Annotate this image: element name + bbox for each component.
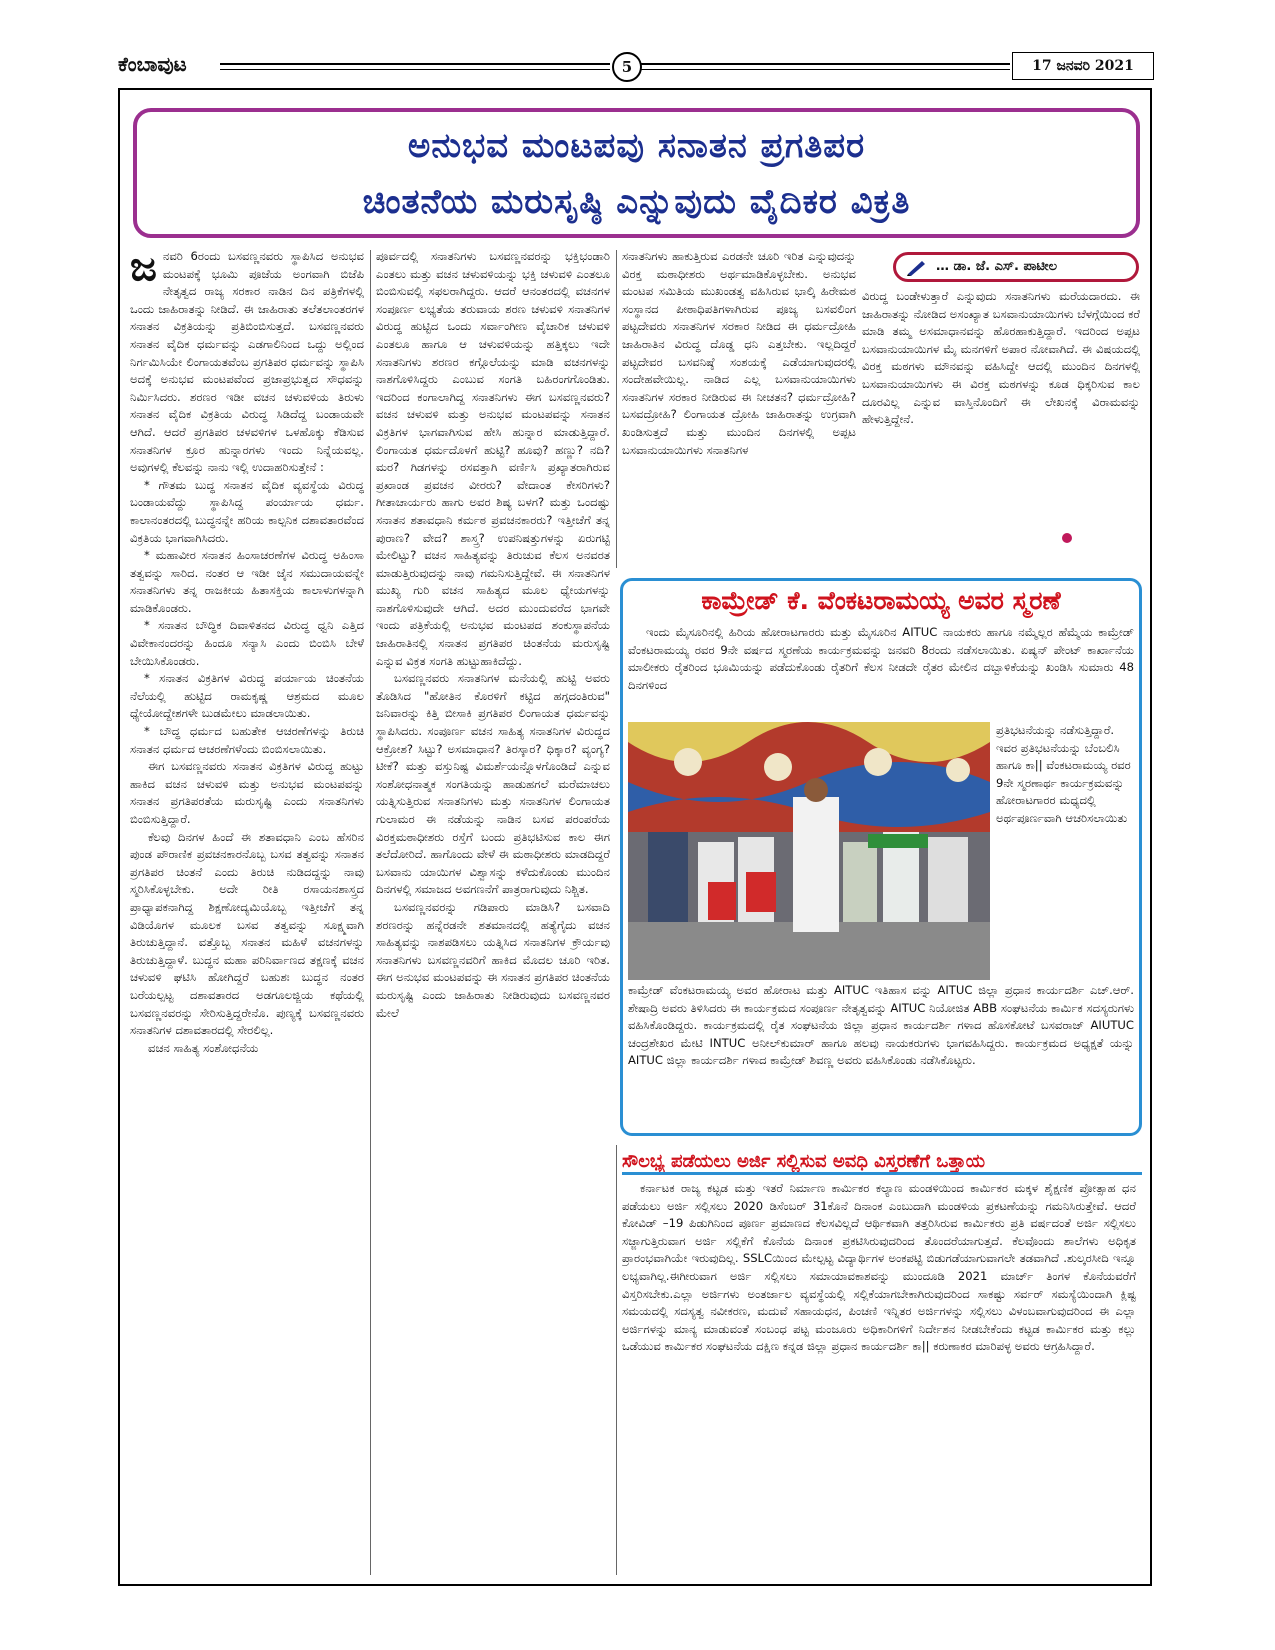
page-number: 5 (612, 52, 642, 82)
deadline-text (622, 1180, 1136, 1578)
remembrance-paragraph: ಕಾಮ್ರೇಡ್ ವೆಂಕಟರಾಮಯ್ಯ ಅವರ ಹೋರಾಟ ಮತ್ತು AITUC ಇತಿಹಾಸ ವನ್ನು AITUC ಜಿಲ್ಲಾ ಪ್ರಧಾನ ಕಾರ್ಯದರ್ಶಿ ಎಚ್.ಆರ್. ಶೇಷಾದ್ರಿ ಅವರು ತಿಳಿಸಿದರು ಈ ಕಾರ್ಯಕ್ರಮದ ಸಂಪೂರ್ಣ ನೇತೃತ್ವವನ್ನು AITUC ನಿಯೋಜಿತ ABB ಸಂಘಟನೆಯ ಕಾರ್ಮಿಕ ಸದಸ್ಯರುಗಳು ವಹಿಸಿಕೊಂಡಿದ್ದರು. ಕಾರ್ಯಕ್ರಮದಲ್ಲಿ ರೈತ ಸಂಘಟನೆಯ ಜಿಲ್ಲಾ ಪ್ರಧಾನ ಕಾರ್ಯದರ್ಶಿ ಗಳಾದ ಹೊಸಕೋಟೆ ಬಸವರಾಜ್ AIUTUC ಚಂದ್ರಶೇಖರ ಮೇಟಿ INTUC ಅನೀಲ್‌ಕುಮಾರ್ ಹಾಗೂ ಹಲವು ನಾಯಕರುಗಳು ಭಾಗವಹಿಸಿದ್ದರು. ಕಾರ್ಯಕ್ರಮದ ಅಧ್ಯಕ್ಷತೆ ಯನ್ನು AITUC ಜಿಲ್ಲಾ ಕಾರ್ಯದರ್ಶಿ ಗಳಾದ ಕಾಮ್ರೇಡ್ ಶಿವಣ್ಣ ಅವರು ವಹಿಸಿಕೊಂಡು ನಡೆಸಿಕೊಟ್ಟರು. (628, 983, 1134, 1068)
byline-author: … ಡಾ. ಜೆ. ಎಸ್. ಪಾಟೀಲ (936, 259, 1058, 274)
remembrance-text-bottom (628, 982, 1134, 1130)
headline-line-2: ಚಿಂತನೆಯ ಮರುಸೃಷ್ಠಿ ಎನ್ನುವುದು ವೈದಿಕರ ವಿಕ್ರತಿ (362, 182, 911, 222)
article1-paragraph: ಬಸವಣ್ಣನವರನ್ನು ಗಡಿಪಾರು ಮಾಡಿಸಿ? ಬಸವಾದಿ ಶರಣರನ್ನು ಹನ್ನೆರಡನೇ ಶತಮಾನದಲ್ಲಿ ಹತ್ಯೆಗೈದು ವಚನ ಸಾಹಿತ್ಯವನ್ನು ನಾಶಪಡಿಸಲು ಯತ್ನಿಸಿದ ಸನಾತನಿಗಳ ಕ್ರೌರ್ಯವು ಸನಾತನಿಗಳು ಬಸವಣ್ಣನವರಿಗೆ ಹಾಕಿದ ಮೊದಲ ಚೂರಿ ಇರಿತ. ಈಗ ಅನುಭವ ಮಂಟಪವನ್ನು ಈ ಸನಾತನ ಪ್ರಗತಿಪರ ಚಿಂತನೆಯ ಮರುಸೃಷ್ಟಿ ಎಂದು ಜಾಹಿರಾತು ನೀಡಿರುವುದು ಬಸವಣ್ಣನವರ ಮೇಲೆ (376, 899, 610, 1020)
article1-bullet: * ಸನಾತನ ಬೌದ್ಧಿಕ ದಿವಾಳಿತನದ ವಿರುದ್ಧ ಧ್ವನಿ ಎತ್ತಿದ ವಿವೇಕಾನಂದರನ್ನು ಹಿಂದೂ ಸನ್ಯಾಸಿ ಎಂದು ಬಿಂಬಿಸಿ ಬೇಳೆ ಬೇಯಿಸಿಕೊಂಡರು. (130, 618, 364, 668)
article1-paragraph: ವಿರುದ್ಧ ಬಂಡೇಳುತ್ತಾರೆ ಎನ್ನುವುದು ಸನಾತನಿಗಳು ಮರೆಯದಾರದು. ಈ ಜಾಹಿರಾತನ್ನು ನೋಡಿದ ಅಸಂಖ್ಯಾತ ಬಸವಾನುಯಾಯಿಗಳು ಬೆಳಗ್ಗೆಯಿಂದ ಕರೆ ಮಾಡಿ ತಮ್ಮ ಅಸಮಾಧಾನವನ್ನು ಹೊರಹಾಕುತ್ತಿದ್ದಾರೆ. ಇದರಿಂದ ಅಪ್ಪಟ ಬಸವಾನುಯಾಯಿಗಳ ಮೈ ಮನಗಳಿಗೆ ಅಪಾರ ನೋವಾಗಿದೆ. ಈ ವಿಷಯದಲ್ಲಿ ವಿರಕ್ತ ಮಠಗಳು ಮೌನವನ್ನು ವಹಿಸಿದ್ದೇ ಆದಲ್ಲಿ ಮುಂದಿನ ದಿನಗಳಲ್ಲಿ ಬಸವಾನುಯಾಯಿಗಳು ಈ ವಿರಕ್ತ ಮಠಗಳನ್ನು ಕೂಡ ಧಿಕ್ಕರಿಸುವ ಕಾಲ ದೂರವಿಲ್ಲ ಎನ್ನುವ ವಾಸ್ತಿನೊಂದಿಗೆ ಈ ಲೇಖನಕ್ಕೆ ವಿರಾಮವನ್ನು ಹೇಳುತ್ತಿದ್ದೇನೆ. (862, 289, 1140, 427)
headline-line-1: ಅನುಭವ ಮಂಟಪವು ಸನಾತನ ಪ್ರಗತಿಪರ (407, 126, 866, 166)
article-end-mark (1062, 533, 1072, 543)
masthead-rule-right (640, 63, 1010, 70)
byline (893, 252, 1139, 282)
protest-photo-image (628, 722, 990, 980)
headline-box (133, 108, 1140, 238)
article1-column-3 (622, 248, 856, 568)
article1-bullet: * ಗೌತಮ ಬುದ್ಧ ಸನಾತನ ವೈದಿಕ ವ್ಯವಸ್ಥೆಯ ವಿರುದ್ಧ ಬಂಡಾಯವೆದ್ದು ಸ್ಥಾಪಿಸಿದ್ದ ಪಂರ್ಯಾಯ ಧರ್ಮ. ಕಾಲಾನಂತರದಲ್ಲಿ ಬುದ್ಧನನ್ನೇ ಹರಿಯ ಕಾಲ್ಪನಿಕ ದಶಾವತಾರವೆಂದ ವಿಕ್ರತಿಯ ಭಾಗವಾಗಿಸಿದರು. (130, 477, 364, 545)
protest-photo (628, 722, 990, 980)
article1-column-2 (376, 248, 610, 1578)
article1-paragraph: ನವರಿ 6ರಂದು ಬಸವಣ್ಣನವರು ಸ್ಥಾಪಿಸಿದ ಅನುಭವ ಮಂಟಪಕ್ಕೆ ಭೂಮಿ ಪೂಜೆಯ ಅಂಗವಾಗಿ ಬಿಜೆಪಿ ನೇತೃತ್ವದ ರಾಜ್ಯ ಸರಕಾರ ನಾಡಿನ ದಿನ ಪತ್ರಿಕೆಗಳಲ್ಲಿ ಒಂದು ಜಾಹಿರಾತನ್ನು ನೀಡಿದೆ. ಈ ಜಾಹಿರಾತು ತಲೆತಲಾಂತರಗಳ ಸನಾತನ ವಿಕ್ರತಿಯನ್ನು ಪ್ರತಿಬಿಂಬಿಸುತ್ತದೆ. ಬಸವಣ್ಣನವರು ಸನಾತನ ವೈದಿಕ ಧರ್ಮವನ್ನು ಎಡಗಾಲಿನಿಂದ ಒದ್ದು ಅಲ್ಲಿಂದ ನಿರ್ಗಮಿಸಿಯೇ ಲಿಂಗಾಯತವೆಂಬ ಪ್ರಗತಿಪರ ಧರ್ಮವನ್ನು ಸ್ಥಾಪಿಸಿ ಅದಕ್ಕೆ ಅನುಭವ ಮಂಟಪವೆಂದ ಪ್ರಜಾಪ್ರಭುತ್ವದ ಸೌಧವನ್ನು ನಿರ್ಮಿಸಿದರು. ಶರಣರ ಇಡೀ ವಚನ ಚಳುವಳಿಯ ತಿರುಳು ಸನಾತನ ವೈದಿಕ ವಿಕ್ರತಿಯ ವಿರುದ್ಧ ಸಿಡಿದೆದ್ದ ಬಂಡಾಯವೇ ಆಗಿದೆ. ಆದರೆ ಪ್ರಗತಿಪರ ಚಳವಳಿಗಳ ಒಳಹೊಕ್ಕು ಕೆಡಿಸುವ ಸನಾತನಿಗಳ ಕ್ರೂರ ಹುನ್ನಾರಗಳು ಇಂದು ನಿನ್ನೆಯವಲ್ಲ. ಅವುಗಳಲ್ಲಿ ಕೆಲವನ್ನು ನಾನು ಇಲ್ಲಿ ಉದಾಹರಿಸುತ್ತೇನೆ : (130, 249, 364, 475)
article1-bullet: * ಬೌದ್ಧ ಧರ್ಮದ ಬಹುತೇಕ ಆಚರಣೆಗಳನ್ನು ತಿರುಚಿ ಸನಾತನ ಧರ್ಮದ ಆಚರಣೆಗಳೆಂದು ಬಿಂಬಿಸಲಾಯಿತು. (130, 724, 364, 756)
article1-paragraph: ವಚನ ಸಾಹಿತ್ಯ ಸಂಶೋಧನೆಯ (148, 1040, 259, 1055)
masthead-title: ಕೆಂಬಾವುಟ (118, 52, 187, 76)
dropcap: ಜ (130, 248, 157, 290)
article1-paragraph: ಪೂರ್ವದಲ್ಲಿ ಸನಾತನಿಗಳು ಬಸವಣ್ಣನವರನ್ನು ಭಕ್ತಿಭಂಡಾರಿ ಎಂತಲು ಮತ್ತು ವಚನ ಚಳುವಳಿಯನ್ನು ಭಕ್ತಿ ಚಳುವಳಿ ಎಂತಲೂ ಬಿಂಬಿಸುವಲ್ಲಿ ಸಫಲರಾಗಿದ್ದರು. ಆದರೆ ಆನಂತರದಲ್ಲಿ ವಚನಗಳ ಸಂಪೂರ್ಣ ಲಭ್ಯತೆಯ ತರುವಾಯ ಶರಣ ಚಳುವಳಿ ಸನಾತನಿಗಳ ವಿರುದ್ಧ ಹುಟ್ಟಿದ ಒಂದು ಸರ್ವಾಂಗೀಣ ವೈಚಾರಿಕ ಚಳುವಳಿ ಎಂತಲೂ ಹಾಗೂ ಆ ಚಳುವಳಿಯನ್ನು ಹತ್ತಿಕ್ಕಲು ಇದೇ ಸನಾತನಿಗಳು ಶರಣರ ಕಗ್ಗೊಲೆಯನ್ನು ಮಾಡಿ ವಚನಗಳನ್ನು ನಾಶಗೊಳಿಸಿದ್ದರು ಎಂಬುವ ಸಂಗತಿ ಬಹಿರಂಗಗೊಂಡಿತು. ಇದರಿಂದ ಕಂಗಾಲಾಗಿದ್ದ ಸನಾತನಿಗಳು ಈಗ ಬಸವಣ್ಣನವರು? ವಚನ ಚಳುವಳಿ ಮತ್ತು ಅನುಭವ ಮಂಟಪವನ್ನು ಸನಾತನ ವಿಕ್ರತಿಗಳ ಭಾಗವಾಗಿಸುವ ಹೇಸಿ ಹುನ್ನಾರ ಮಾಡುತ್ತಿದ್ದಾರೆ. ಲಿಂಗಾಯತ ಧರ್ಮದೊಳಗೆ ಹುಟ್ಟಿ? ಹೂವು? ಹಣ್ಣು? ನದಿ? ಮರ? ಗಿಡಗಳನ್ನು ರಸವತ್ತಾಗಿ ವರ್ಣಿಸಿ ಪ್ರಖ್ಯಾತರಾಗಿರುವ ಪ್ರಖಾಂಡ ಪ್ರವಚನ ವೀರರು? ವೇದಾಂತ ಕೇಸರಿಗಳು? ಗೀತಾಚಾರ್ಯರು ಹಾಗು ಅವರ ಶಿಷ್ಯ ಬಳಗ? ಮತ್ತು ಒಂದಷ್ಟು ಸನಾತನ ಶತಾವಧಾನಿ ಕರ್ಮಠ ಪ್ರವಚನಕಾರರು? ಇತ್ತೀಚೆಗೆ ತನ್ನ ಪುರಾಣ? ವೇದ? ಶಾಸ್ತ್ರ? ಉಪನಿಷತ್ತುಗಳನ್ನು ಏರುಗಟ್ಟಿ ಮೇಲಿಟ್ಟು? ವಚನ ಸಾಹಿತ್ಯವನ್ನು ತಿರುಚುವ ಕೆಲಸ ಅನವರತ ಮಾಡುತ್ತಿರುವುದನ್ನು ನಾವು ಗಮನಿಸುತ್ತಿದ್ದೇವೆ. ಈ ಸನಾತನಿಗಳ ಮುಖ್ಯ ಗುರಿ ವಚನ ಸಾಹಿತ್ಯದ ಮೂಲ ಧ್ಯೇಯಗಳನ್ನು ನಾಶಗೊಳಿಸುವುದೇ ಆಗಿದೆ. ಅದರ ಮುಂದುವರೆದ ಭಾಗವೇ ಇಂದು ಪತ್ರಿಕೆಯಲ್ಲಿ ಅನುಭವ ಮಂಟಪದ ಶಂಕುಸ್ಥಾಪನೆಯ ಜಾಹಿರಾತಿನಲ್ಲಿ ಸನಾತನ ಪ್ರಗತಿಪರ ಚಿಂತನೆಯ ಮರುಸೃಷ್ಟಿ ಎನ್ನುವ ವಿಕ್ರತ ಸಂಗತಿ ಹುಟ್ಟುಹಾಕಿದೆದ್ದು. (376, 249, 610, 668)
remembrance-paragraph: ಪ್ರತಿಭಟನೆಯನ್ನು ನಡೆಸುತ್ತಿದ್ದಾರೆ. ಇವರ ಪ್ರತಿಭಟನೆಯನ್ನು ಬೆಂಬಲಿಸಿ ಹಾಗೂ ಕಾ|| ವೆಂಕಟರಾಮಯ್ಯ ರವರ 9ನೇ ಸ್ಮರಣಾರ್ಥ ಕಾರ್ಯಕ್ರಮವನ್ನು ಹೋರಾಟಗಾರರ ಮಧ್ಯದಲ್ಲಿ ಅರ್ಥಪೂರ್ಣವಾಗಿ ಆಚರಿಸಲಾಯಿತು (996, 723, 1131, 825)
column-divider (616, 250, 617, 568)
pen-icon (906, 258, 928, 276)
remembrance-text-side (996, 722, 1136, 980)
masthead-rule-left (220, 63, 610, 70)
issue-date: 17 ಜನವರಿ 2021 (1012, 52, 1154, 80)
deadline-paragraph: ಕರ್ನಾಟಕ ರಾಜ್ಯ ಕಟ್ಟಡ ಮತ್ತು ಇತರೆ ನಿರ್ಮಾಣ ಕಾರ್ಮಿಕರ ಕಲ್ಯಾಣ ಮಂಡಳಿಯಿಂದ ಕಾರ್ಮಿಕರ ಮಕ್ಕಳ ಶೈಕ್ಷಣಿಕ ಪ್ರೋತ್ಸಾಹ ಧನ ಪಡೆಯಲು ಅರ್ಜಿ ಸಲ್ಲಿಸಲು 2020 ಡಿಸೆಂಬರ್ 31ಕೊನೆ ದಿನಾಂಕ ಎಂಬುದಾಗಿ ಮಂಡಳಿಯ ಪ್ರಕಟಣೆಯನ್ನು ಗಮನಿಸಿರುತ್ತೇವೆ. ಆದರೆ ಕೋವಿಡ್ –19 ಪಿಡುಗಿನಿಂದ ಪೂರ್ಣ ಪ್ರಮಾಣದ ಕೆಲಸವಿಲ್ಲದೆ ಆರ್ಥಿಕವಾಗಿ ತತ್ತರಿಸಿರುವ ಕಾರ್ಮಿಕರು ಪ್ರತಿ ವರ್ಷದಂತೆ ಅರ್ಜಿ ಸಲ್ಲಿಸಲು ಸಜ್ಜಾಗುತ್ತಿರುವಾಗ ಅರ್ಜಿ ಸಲ್ಲಿಕೆಗೆ ಕೊನೆಯ ದಿನಾಂಕ ಪ್ರಕಟಿಸಿರುವುದರಿಂದ ತೊಂದರೆಯಾಗುತ್ತದೆ. ಕೆಲವೊಂದು ಶಾಲೆಗಳು ಅಧಿಕೃತ ಪ್ರಾರಂಭವಾಗಿಯೇ ಇರುವುದಿಲ್ಲ. SSLCಯಿಂದ ಮೇಲ್ಪಟ್ಟ ವಿದ್ಯಾರ್ಥಿಗಳ ಅಂಕಪಟ್ಟಿ ಬಿಡುಗಡೆಯಾಗುವಾಗಲೇ ತಡವಾಗಿದೆ .ಶುಲ್ಕರಸೀದಿ ಇನ್ನೂ ಲಭ್ಯವಾಗಿಲ್ಲ.ಈಗೀರುವಾಗ ಅರ್ಜಿ ಸಲ್ಲಿಸಲು ಸಮಾಯಾವಕಾಶವನ್ನು ಮುಂದೂಡಿ 2021 ಮಾರ್ಚ್ ತಿಂಗಳ ಕೊನೆಯವರೆಗೆ ವಿಸ್ತರಿಸಬೇಕು.ಎಲ್ಲಾ ಅರ್ಜಿಗಳು ಅಂತರ್ಜಾಲ ವ್ಯವಸ್ಥೆಯಲ್ಲಿ ಸಲ್ಲಿಕೆಯಾಗಬೇಕಾಗಿರುವುದರಿಂದ ಸಾಕಷ್ಟು ಸರ್ವರ್ ಸಮಸ್ಯೆಯಿಂದಾಗಿ ಕ್ಲಿಷ್ಟ ಸಮಯದಲ್ಲಿ ಸದಸ್ಯತ್ವ ನವೀಕರಣ, ಮದುವೆ ಸಹಾಯಧನ, ಪಿಂಚಣಿ ಇನ್ನಿತರ ಅರ್ಜಿಗಳನ್ನು ಸಲ್ಲಿಸಲು ವಿಳಂಬವಾಗುವುದರಿಂದ ಈ ಎಲ್ಲಾ ಅರ್ಜಿಗಳನ್ನು ಮಾನ್ಯ ಮಾಡುವಂತೆ ಸಂಬಂಧ ಪಟ್ಟ ಮಂಜೂರು ಅಧಿಕಾರಿಗಳಿಗೆ ನಿರ್ದೇಶನ ನೀಡಬೇಕೆಂದು ಕಟ್ಟಡ ಕಾರ್ಮಿಕರ ಮತ್ತು ಕಲ್ಲು ಒಡೆಯುವ ಕಾರ್ಮಿಕರ ಸಂಘಟನೆಯ ದಕ್ಷಿಣ ಕನ್ನಡ ಜಿಲ್ಲಾ ಪ್ರಧಾನ ಕಾರ್ಯದರ್ಶಿ ಕಾ|| ಕರುಣಾಕರ ಮಾರಿಪಳ್ಳ ಅವರು ಆಗ್ರಹಿಸಿದ್ದಾರೆ. (622, 1181, 1136, 1354)
article1-bullet: * ಸನಾತನ ವಿಕ್ರತಿಗಳ ವಿರುದ್ಧ ಪರ್ಯಾಯ ಚಿಂತನೆಯ ನೆಲೆಯಲ್ಲಿ ಹುಟ್ಟಿದ ರಾಮಕೃಷ್ಣ ಆಶ್ರಮದ ಮೂಲ ಧ್ಯೇಯೋದ್ದೇಶಗಳೇ ಬುಡಮೇಲು ಮಾಡಲಾಯಿತು. (130, 671, 364, 721)
column-divider (616, 1145, 617, 1575)
article1-column-4 (862, 288, 1140, 550)
article1-paragraph: ಬಸವಣ್ಣನವರು ಸನಾತನಿಗಳ ಮನೆಯಲ್ಲಿ ಹುಟ್ಟಿ ಅವರು ತೊಡಿಸಿದ "ಹೋತಿನ ಕೊರಳಿಗೆ ಕಟ್ಟಿದ ಹಗ್ಗದಂತಿರುವ" ಜನಿವಾರನ್ನು ಕಿತ್ತಿ ಬೀಸಾಕಿ ಪ್ರಗತಿಪರ ಲಿಂಗಾಯತ ಧರ್ಮವನ್ನು ಸ್ಥಾಪಿಸಿದರು. ಸಂಪೂರ್ಣ ವಚನ ಸಾಹಿತ್ಯ ಸನಾತನಿಗಳ ವಿರುದ್ಧದ ಆಕ್ರೋಶ? ಸಿಟ್ಟು? ಅಸಮಾಧಾನ? ತಿರಸ್ಕಾರ? ಧಿಕ್ಕಾರ? ವ್ಯಂಗ್ಯ? ಟೀಕೆ? ಮತ್ತು ವಸ್ತುನಿಷ್ಟ ವಿಮರ್ಶೆಯನ್ನೊಳಗೊಂಡಿದೆ ಎನ್ನುವ ಸಂಶೋಧನಾತ್ಮಕ ಸಂಗತಿಯನ್ನು ಹಾಡುಹಗಲೆ ಮರೆಮಾಚಲು ಯತ್ನಿಸುತ್ತಿರುವ ಸನಾತನಿಗಳು ಮತ್ತು ಸನಾತನಿಗಳ ಲಿಂಗಾಯತ ಗುಲಾಮರ ಈ ನಡೆಯನ್ನು ನಾಡಿನ ಬಸವ ಪರಂಪರೆಯ ವಿರಕ್ತಮಠಾಧೀಶರು ರಸ್ತೆಗೆ ಬಂದು ಪ್ರತಿಭಟಿಸುವ ಕಾಲ ಈಗ ತಲೆದೋರಿದೆ. ಹಾಗೊಂದು ವೇಳೆ ಈ ಮಠಾಧೀಶರು ಮಾಡದಿದ್ದರೆ ಬಸವಾನು ಯಾಯಿಗಳ ವಿಶ್ವಾಸನ್ನು ಕಳೆದುಕೊಂಡು ಮುಂದಿನ ದಿನಗಳಲ್ಲಿ ಸಮಾಜದ ಅವಗಣನೆಗೆ ಪಾತ್ರರಾಗುವುದು ನಿಶ್ಚಿತ. (376, 671, 610, 897)
article1-paragraph: ಕೆಲವು ದಿನಗಳ ಹಿಂದೆ ಈ ಶತಾವಧಾನಿ ಎಂಬ ಹೆಸರಿನ ಪುಂಡ ಪೌರಾಣಿಕ ಪ್ರವಚನಕಾರನೊಬ್ಬ ಬಸವ ತತ್ವವನ್ನು ಸನಾತನ ಪ್ರಗತಿಪರ ಚಿಂತನೆ ಎಂದು ತಿರುಚಿ ನುಡಿದದ್ದನ್ನು ನಾವು ಸ್ಮರಿಸಿಕೊಳ್ಳಬೇಕು. ಅದೇ ರೀತಿ ರಸಾಯನಶಾಸ್ತ್ರದ ಪ್ರಾಧ್ಯಾಪಕನಾಗಿದ್ದ ಶಿಕ್ಷಣೋದ್ಯಮಿಯೊಬ್ಬ ಇತ್ತೀಚೆಗೆ ತನ್ನ ವಿಡಿಯೊಗಳ ಮೂಲಕ ಬಸವ ತತ್ವವನ್ನು ಸೂಕ್ಷ್ಮವಾಗಿ ತಿರುಚುತ್ತಿದ್ದಾನೆ. ವತ್ತೊಬ್ಬ ಸನಾತನ ಮಹಿಳೆ ವಚನಗಳನ್ನು ತಿರುಚುತ್ತಿದ್ದಾಳೆ. ಬುದ್ಧನ ಮಹಾ ಪರಿನಿರ್ವಾಣದ ತಕ್ಷಣಕ್ಕೆ ವಚನ ಚಳುವಳಿ ಘಟಿಸಿ ಹೋಗಿದ್ದರೆ ಬಹುಶಃ ಬುದ್ಧನ ನಂತರ ಬರೆಯಲ್ಪಟ್ಟ ದಶಾವತಾರದ ಅಡಗೂಲಜ್ಜಿಯ ಕಥೆಯಲ್ಲಿ ಬಸವಣ್ಣನವರನ್ನು ಸೇರಿಸುತ್ತಿದ್ದರೇನೊ. ಪುಣ್ಯಕ್ಕೆ ಬಸವಣ್ಣನವರು ಸನಾತನಿಗಳ ದಶಾವತಾರದಲ್ಲಿ ಸೇರಲಿಲ್ಲ. (130, 829, 364, 1038)
remembrance-title: ಕಾಮ್ರೇಡ್ ಕೆ. ವೆಂಕಟರಾಮಯ್ಯ ಅವರ ಸ್ಮರಣೆ (701, 586, 1061, 615)
article1-paragraph: ಈಗ ಬಸವಣ್ಣನವರು ಸನಾತನ ವಿಕ್ರತಿಗಳ ವಿರುದ್ಧ ಹುಟ್ಟು ಹಾಕಿದ ವಚನ ಚಳುವಳಿ ಮತ್ತು ಅನುಭವ ಮಂಟಪವನ್ನು ಸನಾತನ ಪ್ರಗತಿಪರತೆಯ ಮರುಸೃಷ್ಟಿ ಎಂದು ಸನಾತನಿಗಳು ಬಿಂಬಿಸುತ್ತಿದ್ದಾರೆ. (130, 759, 364, 826)
article1-bullet: * ಮಹಾವೀರ ಸನಾತನ ಹಿಂಸಾಚರಣೆಗಳ ವಿರುದ್ಧ ಅಹಿಂಸಾ ತತ್ವವನ್ನು ಸಾರಿದ. ನಂತರ ಆ ಇಡೀ ಜೈನ ಸಮುದಾಯವನ್ನೇ ಸನಾತನಿಗಳು ತನ್ನ ರಾಜಕೀಯ ಹಿತಾಸಕ್ತಿಯ ಕಾಲಾಳುಗಳನ್ನಾಗಿ ಮಾಡಿಕೊಂಡರು. (130, 548, 364, 615)
deadline-title-rule (622, 1172, 1142, 1175)
remembrance-text-top (628, 624, 1134, 720)
remembrance-paragraph: ಇಂದು ಮೈಸೂರಿನಲ್ಲಿ ಹಿರಿಯ ಹೋರಾಟಗಾರರು ಮತ್ತು ಮೈಸೂರಿನ AITUC ನಾಯಕರು ಹಾಗೂ ನಮ್ಮೆಲ್ಲರ ಹೆಮ್ಮೆಯ ಕಾಮ್ರೇಡ್ ವೆಂಕಟರಾಮಯ್ಯ ರವರ 9ನೇ ವರ್ಷದ ಸ್ಮರಣೆಯ ಕಾರ್ಯಕ್ರಮವನ್ನು ಜನವರಿ 8ರಂದು ನಡೆಸಲಾಯಿತು. ಏಷ್ಯನ್ ಪೇಂಟ್ ಕಾರ್ಖಾನೆಯ ಮಾಲೀಕರು ರೈತರಿಂದ ಭೂಮಿಯನ್ನು ಪಡೆದುಕೊಂಡು ರೈತರಿಗೆ ಕೆಲಸ ನೀಡದೇ ರೈತರ ಮೇಲಿನ ದಬ್ಬಾಳಿಕೆಯನ್ನು ಖಂಡಿಸಿ ಸುಮಾರು 48 ದಿನಗಳಿಂದ (628, 625, 1134, 692)
article1-column-1 (130, 248, 364, 1578)
deadline-title: ಸೌಲಭ್ಯ ಪಡೆಯಲು ಅರ್ಜಿ ಸಲ್ಲಿಸುವ ಅವಧಿ ವಿಸ್ತರಣೆಗೆ ಒತ್ತಾಯ (622, 1151, 986, 1172)
column-divider (370, 250, 371, 1575)
article1-paragraph: ಸನಾತನಿಗಳು ಹಾಕುತ್ತಿರುವ ಎರಡನೇ ಚೂರಿ ಇರಿತ ಎನ್ನುವುದನ್ನು ವಿರಕ್ತ ಮಠಾಧೀಶರು ಅರ್ಥಮಾಡಿಕೊಳ್ಳಬೇಕು. ಅನುಭವ ಮಂಟಪ ಸಮಿತಿಯ ಮುಖಂಡತ್ವ ವಹಿಸಿರುವ ಭಾಲ್ಕಿ ಹಿರೇಮಠ ಸಂಸ್ಥಾನದ ಪೀಠಾಧಿಪತಿಗಳಾಗಿರುವ ಪೂಜ್ಯ ಬಸವಲಿಂಗ ಪಟ್ಟದೇವರು ಸನಾತನಿಗಳ ಸರಕಾರ ನೀಡಿದ ಈ ಧರ್ಮದ್ರೋಹಿ ಜಾಹಿರಾತಿನ ವಿರುದ್ಧ ದೊಡ್ಡ ಧನಿ ಎತ್ತಬೇಕು. ಇಲ್ಲದಿದ್ದರೆ ಪಟ್ಟದೇವರ ಬಸವನಿಷ್ಠೆ ಸಂಶಯಕ್ಕೆ ಎಡೆಯಾಗುವುದರಲ್ಲಿ ಸಂದೇಹವೇಯಿಲ್ಲ. ನಾಡಿದ ಎಲ್ಲ ಬಸವಾನುಯಾಯಿಗಳು ಸನಾತನಿಗಳ ಸರಕಾರ ನೀಡಿರುವ ಈ ನೀಚತನ? ಧರ್ಮದ್ರೋಹಿ? ಬಸವದ್ರೋಹಿ? ಲಿಂಗಾಯತ ದ್ರೋಹಿ ಜಾಹಿರಾತನ್ನು ಉಗ್ರವಾಗಿ ಖಂಡಿಸುತ್ತದೆ ಮತ್ತು ಮುಂದಿನ ದಿನಗಳಲ್ಲಿ ಅಪ್ಪಟ ಬಸವಾನುಯಾಯಿಗಳು ಸನಾತನಿಗಳ (622, 249, 856, 457)
